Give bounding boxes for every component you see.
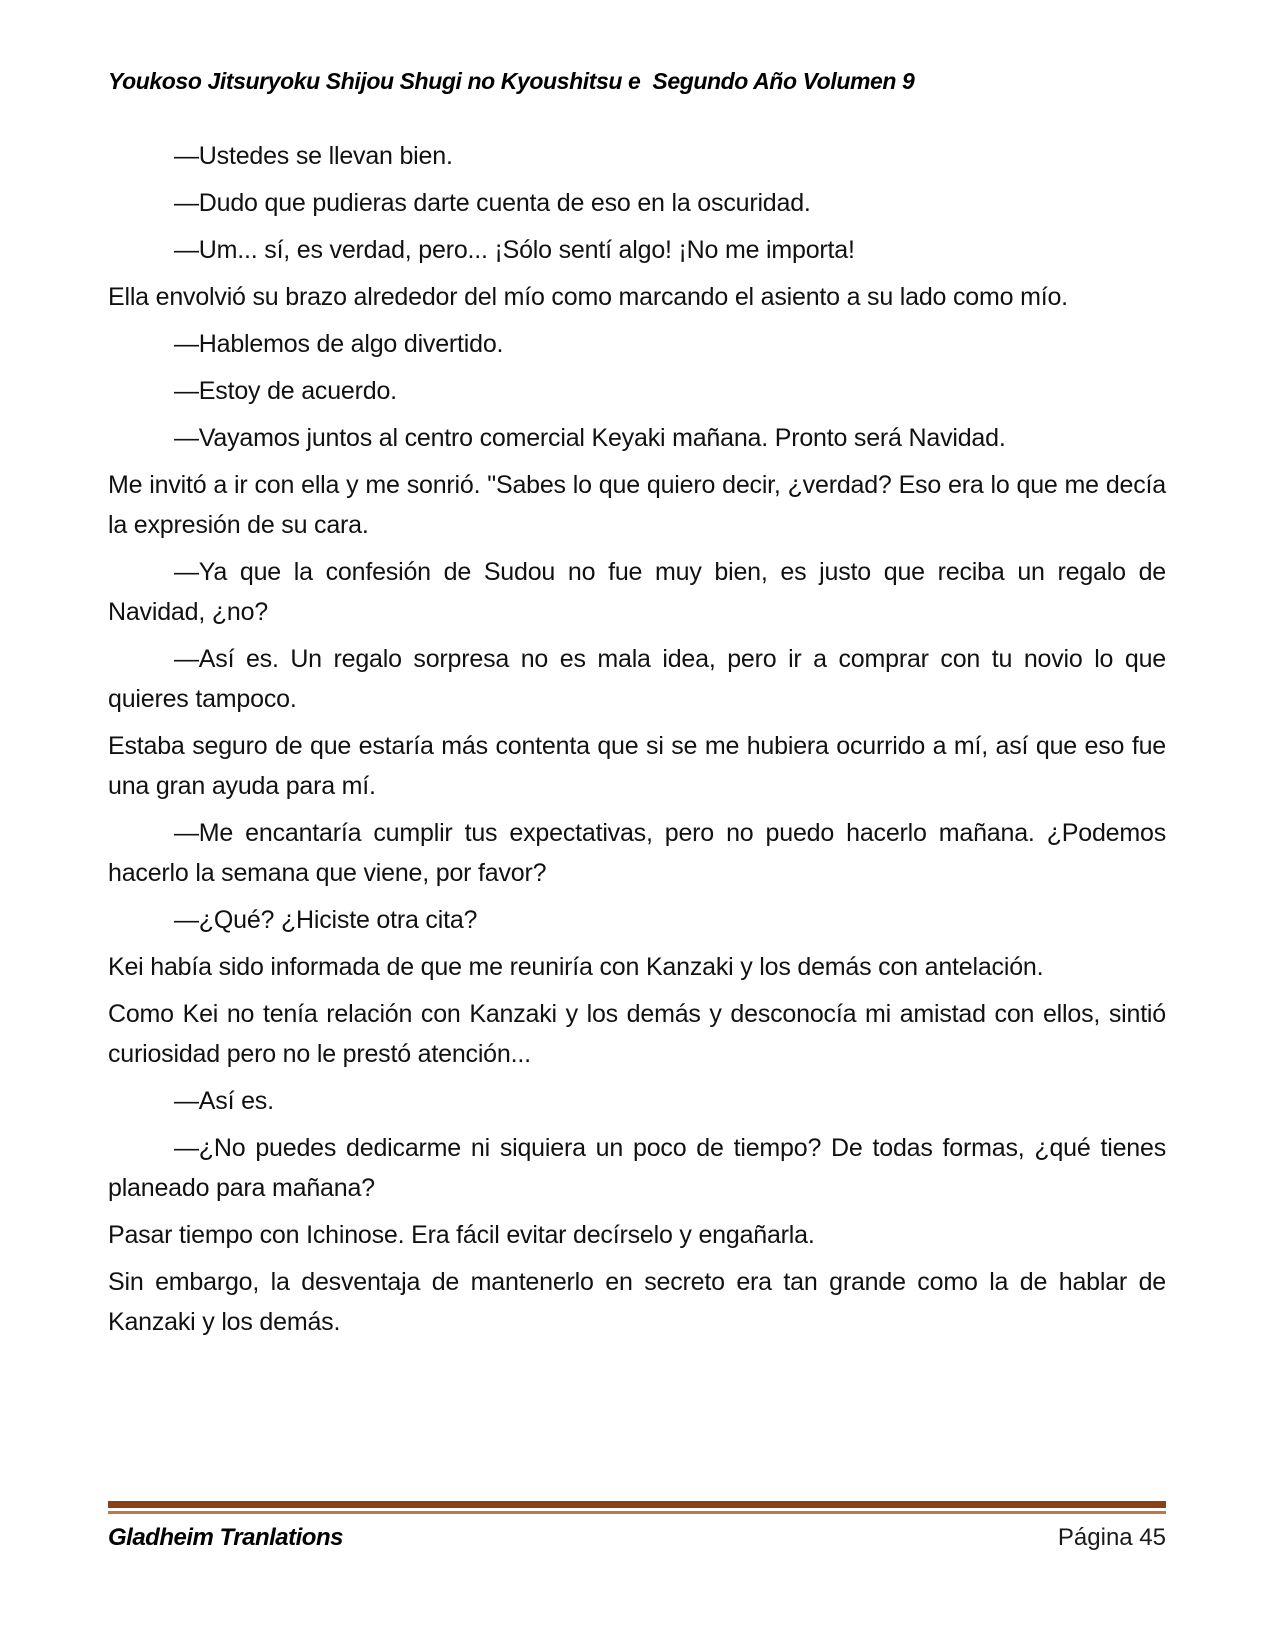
paragraph: Pasar tiempo con Ichinose. Era fácil evitar decírselo y engañarla.	[108, 1221, 815, 1249]
footer-page-number: Página 45	[1057, 1524, 1166, 1551]
paragraph: —Ya que la confesión de Sudou no fue muy bien, es justo que reciba un regalo de Navidad, ¿no?	[108, 558, 1166, 626]
footer-divider	[108, 1501, 1166, 1514]
paragraph: —Estoy de acuerdo.	[174, 377, 397, 405]
footer-brand: Gladheim Tranlations	[108, 1524, 343, 1551]
paragraph: Sin embargo, la desventaja de mantenerlo en secreto era tan grande como la de hablar de Kanzaki y los demás.	[108, 1268, 1166, 1336]
paragraph: —Dudo que pudieras darte cuenta de eso en la oscuridad.	[174, 189, 811, 217]
paragraph: Estaba seguro de que estaría más contenta que si se me hubiera ocurrido a mí, así que eso fue una gran ayuda para mí.	[108, 732, 1166, 800]
footer-divider-thin-line	[108, 1511, 1166, 1514]
paragraph: —Ustedes se llevan bien.	[174, 142, 453, 170]
page-header-title: Youkoso Jitsuryoku Shijou Shugi no Kyoushitsu e Segundo Año Volumen 9	[108, 68, 915, 94]
paragraph: Kei había sido informada de que me reuniría con Kanzaki y los demás con antelación.	[108, 953, 1044, 981]
paragraph: —Así es.	[174, 1087, 274, 1115]
paragraph: —Um... sí, es verdad, pero... ¡Sólo sentí algo! ¡No me importa!	[174, 236, 855, 264]
paragraph: Me invitó a ir con ella y me sonrió. "Sabes lo que quiero decir, ¿verdad? Eso era lo que me decía la expresión de su cara.	[108, 471, 1166, 539]
document-body	[108, 136, 1166, 1349]
paragraph: —¿No puedes dedicarme ni siquiera un poco de tiempo? De todas formas, ¿qué tienes planeado para mañana?	[108, 1134, 1166, 1202]
footer-divider-thick-line	[108, 1501, 1166, 1508]
paragraph: —Vayamos juntos al centro comercial Keyaki mañana. Pronto será Navidad.	[174, 424, 1006, 452]
paragraph: Como Kei no tenía relación con Kanzaki y los demás y desconocía mi amistad con ellos, sintió curiosidad pero no le prestó atención...	[108, 1000, 1166, 1068]
paragraph: —¿Qué? ¿Hiciste otra cita?	[174, 906, 478, 934]
paragraph: Ella envolvió su brazo alrededor del mío como marcando el asiento a su lado como mío.	[108, 283, 1068, 311]
paragraph: —Hablemos de algo divertido.	[174, 330, 504, 358]
paragraph: —Así es. Un regalo sorpresa no es mala idea, pero ir a comprar con tu novio lo que quieres tampoco.	[108, 645, 1166, 713]
paragraph: —Me encantaría cumplir tus expectativas, pero no puedo hacerlo mañana. ¿Podemos hacerlo la semana que viene, por favor?	[108, 819, 1166, 887]
page-footer	[108, 1524, 1166, 1552]
